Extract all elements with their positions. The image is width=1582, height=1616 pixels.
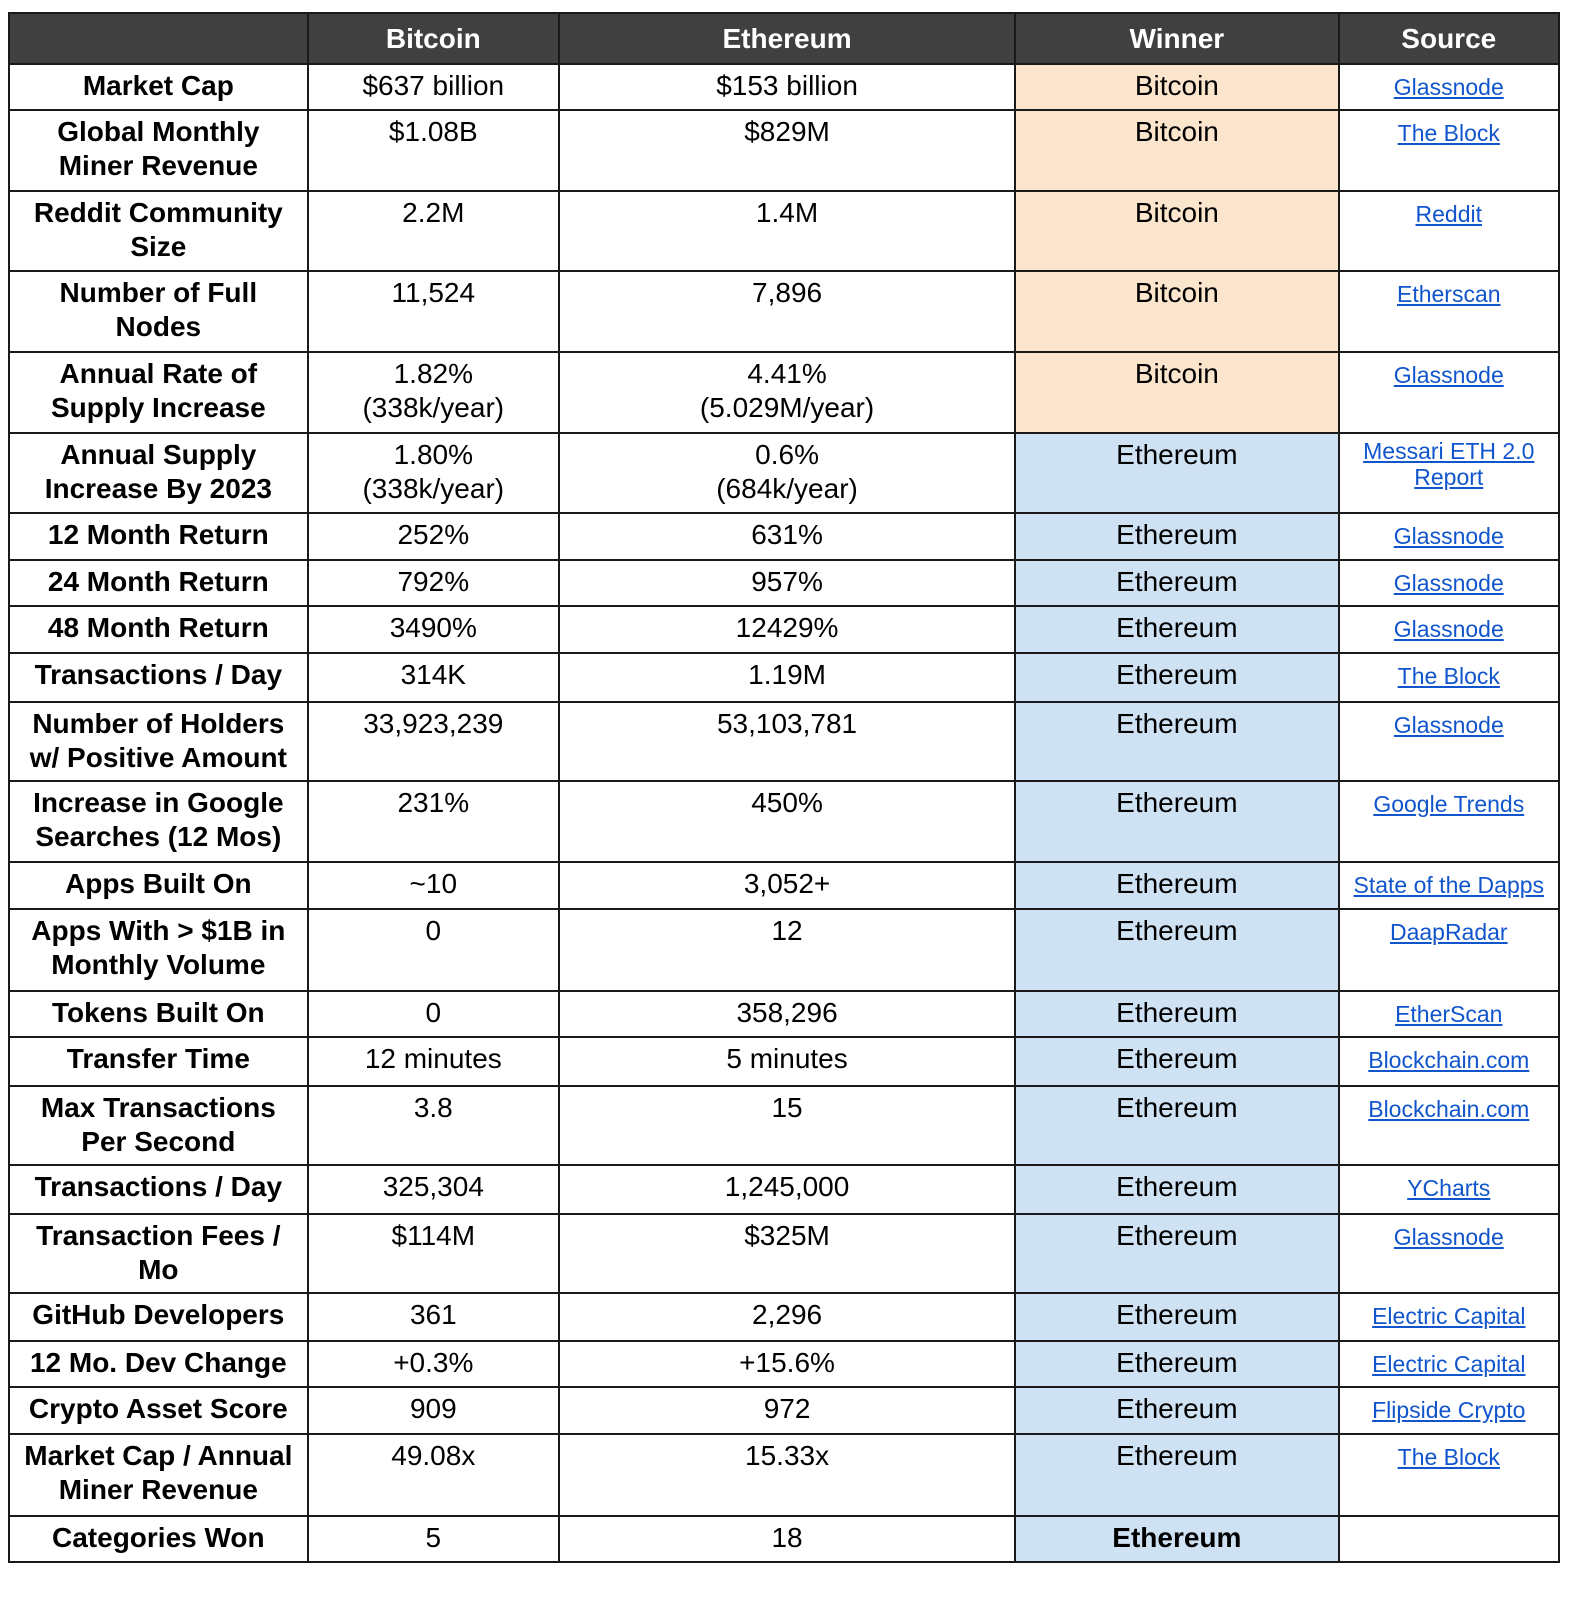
source-link[interactable]: Electric Capital [1372,1303,1526,1329]
table-row [9,271,1559,352]
table-row [9,862,1559,909]
bitcoin-value-cell: 3.8 [308,1086,559,1165]
ethereum-value-cell: +15.6% [559,1341,1015,1387]
source-cell [1339,702,1559,781]
header-bitcoin: Bitcoin [308,13,559,64]
cell-line: Supply Increase [50,392,266,423]
source-link[interactable]: EtherScan [1395,1001,1503,1027]
winner-cell: Ethereum [1015,1516,1338,1562]
source-link[interactable]: Reddit [1415,201,1483,227]
header-ethereum: Ethereum [559,13,1015,64]
metric-cell [9,191,308,271]
ethereum-value-cell: 2,296 [559,1293,1015,1341]
header-source: Source [1339,13,1559,64]
table-row [9,1341,1559,1387]
cell-line: Number of Full [59,277,258,308]
cell-line: Max Transactions [40,1092,276,1123]
source-cell [1339,1341,1559,1387]
bitcoin-value-cell: 33,923,239 [308,702,559,781]
metric-cell [9,110,308,191]
ethereum-value-cell: 12429% [559,606,1015,653]
source-cell [1339,1434,1559,1516]
table-row [9,606,1559,653]
ethereum-value-cell: 1.19M [559,653,1015,702]
ethereum-value-cell: $325M [559,1214,1015,1293]
bitcoin-value-cell [308,352,559,433]
table-row [9,191,1559,271]
metric-cell [9,271,308,352]
winner-cell: Ethereum [1015,653,1338,702]
winner-cell: Ethereum [1015,1037,1338,1086]
source-cell [1339,64,1559,110]
table-row [9,1086,1559,1165]
metric-cell: Market Cap [9,64,308,110]
metric-cell [9,433,308,513]
table-row [9,110,1559,191]
source-cell [1339,560,1559,606]
source-link[interactable]: Etherscan [1396,281,1501,307]
bitcoin-value-cell: 314K [308,653,559,702]
source-link[interactable]: Electric Capital [1372,1351,1526,1377]
winner-cell: Ethereum [1015,513,1338,560]
bitcoin-value-cell: 12 minutes [308,1037,559,1086]
source-link[interactable]: Glassnode [1393,362,1504,388]
winner-cell: Bitcoin [1015,191,1338,271]
ethereum-value-cell: 450% [559,781,1015,862]
ethereum-value-cell: 3,052+ [559,862,1015,909]
source-cell [1339,781,1559,862]
bitcoin-value-cell: 11,524 [308,271,559,352]
cell-line: Nodes [115,311,202,342]
ethereum-value-cell: 358,296 [559,991,1015,1037]
source-cell [1339,191,1559,271]
table-row [9,781,1559,862]
winner-cell: Ethereum [1015,781,1338,862]
ethereum-value-cell: 12 [559,909,1015,991]
cell-line: (5.029M/year) [699,392,875,423]
source-cell [1339,1214,1559,1293]
ethereum-value-cell [559,352,1015,433]
table-row [9,653,1559,702]
source-cell [1339,513,1559,560]
ethereum-value-cell: 1.4M [559,191,1015,271]
cell-line: Miner Revenue [58,1474,258,1505]
ethereum-value-cell: 53,103,781 [559,702,1015,781]
ethereum-value-cell: 15 [559,1086,1015,1165]
source-cell [1339,1516,1559,1562]
ethereum-value-cell [559,433,1015,513]
metric-cell: Crypto Asset Score [9,1387,308,1434]
metric-cell: Tokens Built On [9,991,308,1037]
bitcoin-value-cell: ~10 [308,862,559,909]
source-link[interactable]: Messari ETH 2.0 [1363,438,1535,464]
bitcoin-value-cell: 3490% [308,606,559,653]
winner-cell: Ethereum [1015,1165,1338,1214]
source-link[interactable]: Glassnode [1393,712,1504,738]
header-metric [9,13,308,64]
metric-cell [9,1434,308,1516]
source-link[interactable]: Glassnode [1393,570,1504,596]
total-row [9,1516,1559,1562]
winner-cell: Bitcoin [1015,352,1338,433]
cell-line: Transaction Fees / [36,1220,281,1251]
winner-cell: Ethereum [1015,909,1338,991]
bitcoin-value-cell: 909 [308,1387,559,1434]
source-link[interactable]: Glassnode [1393,616,1504,642]
cell-line: Reddit Community [33,197,283,228]
ethereum-value-cell: $829M [559,110,1015,191]
winner-cell: Ethereum [1015,862,1338,909]
bitcoin-value-cell: $637 billion [308,64,559,110]
cell-line: (684k/year) [716,473,858,504]
table-row [9,513,1559,560]
metric-cell: GitHub Developers [9,1293,308,1341]
winner-cell: Ethereum [1015,1214,1338,1293]
header-winner: Winner [1015,13,1338,64]
cell-line: Mo [138,1254,179,1285]
metric-cell [9,781,308,862]
source-cell [1339,271,1559,352]
cell-line: Miner Revenue [58,150,258,181]
cell-line: 4.41% [747,358,827,389]
metric-cell [9,352,308,433]
winner-cell: Ethereum [1015,991,1338,1037]
cell-line: Increase By 2023 [44,473,272,504]
header-row [9,13,1559,64]
cell-line: Global Monthly [57,116,260,147]
bitcoin-value-cell: 49.08x [308,1434,559,1516]
ethereum-value-cell: 7,896 [559,271,1015,352]
bitcoin-value-cell: 792% [308,560,559,606]
bitcoin-value-cell: $114M [308,1214,559,1293]
bitcoin-value-cell: 252% [308,513,559,560]
ethereum-value-cell: 15.33x [559,1434,1015,1516]
winner-cell: Bitcoin [1015,64,1338,110]
cell-line: Annual Supply [60,439,257,470]
source-cell [1339,909,1559,991]
bitcoin-value-cell: 2.2M [308,191,559,271]
winner-cell: Ethereum [1015,560,1338,606]
table-row [9,1293,1559,1341]
source-cell [1339,653,1559,702]
source-cell [1339,1293,1559,1341]
metric-cell [9,702,308,781]
bitcoin-value-cell: 0 [308,909,559,991]
winner-cell: Bitcoin [1015,271,1338,352]
cell-line: Increase in Google [33,787,284,818]
winner-cell: Ethereum [1015,606,1338,653]
table-row [9,1165,1559,1214]
metric-cell: Categories Won [9,1516,308,1562]
table-row [9,702,1559,781]
bitcoin-value-cell: 5 [308,1516,559,1562]
ethereum-value-cell: 972 [559,1387,1015,1434]
source-link[interactable]: DaapRadar [1389,919,1508,945]
source-cell [1339,352,1559,433]
table-row [9,560,1559,606]
source-cell [1339,1387,1559,1434]
winner-cell: Ethereum [1015,1341,1338,1387]
source-link[interactable]: Blockchain.com [1368,1047,1530,1073]
cell-line: Monthly Volume [51,949,266,980]
table-row [9,909,1559,991]
bitcoin-value-cell: 0 [308,991,559,1037]
source-link[interactable]: The Block [1397,1444,1500,1470]
cell-line: Number of Holders [32,708,285,739]
source-link[interactable]: The Block [1397,120,1500,146]
cell-line: 1.80% [393,439,473,470]
metric-cell [9,1214,308,1293]
source-link[interactable]: The Block [1397,663,1500,689]
source-cell [1339,1086,1559,1165]
source-cell [1339,991,1559,1037]
ethereum-value-cell: 5 minutes [559,1037,1015,1086]
bitcoin-value-cell: 325,304 [308,1165,559,1214]
source-link[interactable]: Glassnode [1393,1224,1504,1250]
winner-cell: Ethereum [1015,1434,1338,1516]
source-cell [1339,862,1559,909]
cell-line: Per Second [81,1126,236,1157]
ethereum-value-cell: 18 [559,1516,1015,1562]
bitcoin-value-cell: +0.3% [308,1341,559,1387]
winner-cell: Ethereum [1015,702,1338,781]
source-link[interactable]: State of the Dapps [1353,872,1545,898]
table-row [9,1387,1559,1434]
source-cell [1339,1165,1559,1214]
source-link[interactable]: Flipside Crypto [1372,1397,1526,1423]
cell-line: (338k/year) [362,473,505,504]
metric-cell: 24 Month Return [9,560,308,606]
metric-cell: 12 Mo. Dev Change [9,1341,308,1387]
source-link[interactable]: YCharts [1407,1175,1491,1201]
ethereum-value-cell: 1,245,000 [559,1165,1015,1214]
metric-cell: Apps Built On [9,862,308,909]
winner-cell: Ethereum [1015,433,1338,513]
winner-cell: Ethereum [1015,1086,1338,1165]
bitcoin-value-cell: 231% [308,781,559,862]
table-row [9,64,1559,110]
comparison-table [8,12,1560,1563]
cell-line: 1.82% [393,358,473,389]
metric-cell [9,909,308,991]
cell-line: Searches (12 Mos) [35,821,282,852]
source-link[interactable]: Glassnode [1393,523,1504,549]
table-row [9,991,1559,1037]
table-row [9,352,1559,433]
winner-cell: Ethereum [1015,1387,1338,1434]
winner-cell: Ethereum [1015,1293,1338,1341]
cell-line: Annual Rate of [59,358,258,389]
cell-line: w/ Positive Amount [29,742,287,773]
source-cell [1339,606,1559,653]
source-link[interactable]: Report [1414,464,1484,490]
cell-line: 0.6% [755,439,819,470]
metric-cell [9,1086,308,1165]
table-row [9,1214,1559,1293]
source-cell [1339,433,1559,513]
metric-cell: 48 Month Return [9,606,308,653]
cell-line: Market Cap / Annual [24,1440,293,1471]
table-row [9,1037,1559,1086]
cell-line: Apps With > $1B in [31,915,286,946]
bitcoin-value-cell: 361 [308,1293,559,1341]
metric-cell: 12 Month Return [9,513,308,560]
bitcoin-value-cell: $1.08B [308,110,559,191]
ethereum-value-cell: 631% [559,513,1015,560]
ethereum-value-cell: 957% [559,560,1015,606]
metric-cell: Transactions / Day [9,653,308,702]
source-link[interactable]: Glassnode [1393,74,1504,100]
winner-cell: Bitcoin [1015,110,1338,191]
source-cell [1339,110,1559,191]
cell-line: Size [130,231,187,262]
bitcoin-value-cell [308,433,559,513]
metric-cell: Transactions / Day [9,1165,308,1214]
cell-line: (338k/year) [362,392,505,423]
metric-cell: Transfer Time [9,1037,308,1086]
source-link[interactable]: Google Trends [1373,791,1525,817]
ethereum-value-cell: $153 billion [559,64,1015,110]
table-row [9,433,1559,513]
source-cell [1339,1037,1559,1086]
source-link[interactable]: Blockchain.com [1368,1096,1530,1122]
table-row [9,1434,1559,1516]
